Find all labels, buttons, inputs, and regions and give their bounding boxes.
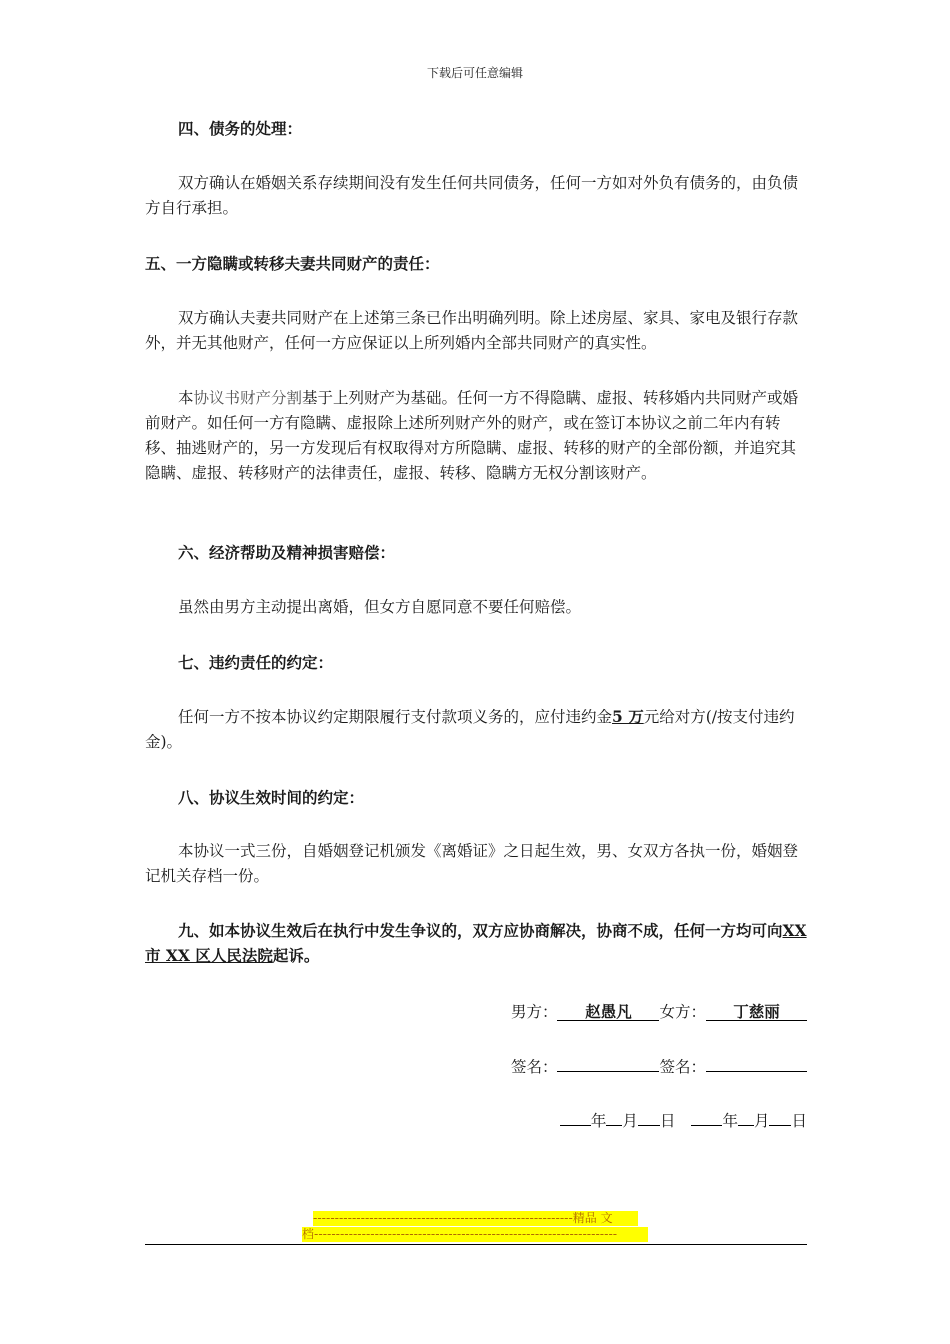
female-month-blank — [738, 1108, 754, 1126]
female-sign-blank — [706, 1054, 807, 1072]
male-label: 男方： — [510, 1003, 558, 1021]
male-sign-blank — [557, 1054, 659, 1072]
section-4-title: 四、债务的处理： — [178, 119, 303, 138]
agreement-link-text: 协议书财产分割 — [193, 389, 303, 407]
female-label: 女方： — [659, 1003, 706, 1021]
section-7-body-post: 元给对方(/按支付违约金)。 — [145, 708, 795, 751]
footer-watermark-line-2: 档---------------------------------------------------------------------- — [302, 1227, 648, 1242]
section-8-body: 本协议一式三份，自婚姻登记机颁发《离婚证》之日起生效，男、女双方各执一份，婚姻登记机关存档一份。 — [145, 842, 799, 885]
male-day-blank — [638, 1108, 660, 1126]
footer-divider — [145, 1244, 807, 1245]
page-header: 下载后可任意编辑 — [426, 66, 523, 80]
date-row — [560, 1108, 807, 1131]
section-4-body: 双方确认在婚姻关系存续期间没有发生任何共同债务，任何一方如对外负有债务的，由负债方自行承担。 — [145, 174, 799, 217]
section-7-body — [145, 704, 807, 755]
female-day-blank — [769, 1108, 791, 1126]
male-name: 赵愚凡 — [557, 1003, 659, 1021]
section-5-body-1: 双方确认夫妻共同财产在上述第三条已作出明确列明。除上述房屋、家具、家电及银行存款外，并无其他财产，任何一方应保证以上所列婚内全部共同财产的真实性。 — [145, 309, 799, 352]
section-7-title: 七、违约责任的约定： — [178, 653, 334, 672]
section-7-body-pre: 任何一方不按本协议约定期限履行支付款项义务的，应付违约金 — [178, 708, 613, 726]
section-9-post: 起诉。 — [272, 946, 320, 965]
section-5-body-2-post: 基于上列财产为基础。任何一方不得隐瞒、虚报、转移婚内共同财产或婚前财产。如任何一方有隐瞒、虚报除上述所列财产外的财产，或在签订本协议之前二年内有转移、抽逃财产的，另一方发现后有权取得对方所隐瞒、虚报、转移的财产的全部份额，并追究其隐瞒、虚报、转移财产的法律责任，虚报、转移、隐瞒方无权分割该财产。 — [145, 389, 799, 482]
section-6-title: 六、经济帮助及精神损害赔偿： — [178, 543, 396, 562]
section-5-body-2 — [145, 386, 807, 486]
male-day-label: 日 — [659, 1112, 676, 1130]
section-9-pre: 九、如本协议生效后在执行中发生争议的，双方应协商解决，协商不成，任何一方均可向 — [178, 921, 783, 940]
court-name: XX 市 XX 区人民法院 — [145, 921, 807, 965]
female-month-label: 月 — [753, 1112, 770, 1130]
female-name: 丁慈丽 — [706, 1003, 807, 1021]
female-sign-label: 签名： — [659, 1058, 706, 1076]
signature-row — [511, 1054, 807, 1077]
male-month-blank — [606, 1108, 622, 1126]
male-month-label: 月 — [622, 1112, 638, 1130]
party-names-row — [511, 1000, 807, 1022]
footer-watermark-line-1: ------------------------------------------------------------精品 文 — [313, 1211, 638, 1226]
section-9 — [145, 918, 807, 968]
female-year-label: 年 — [722, 1112, 738, 1130]
male-year-blank — [560, 1108, 591, 1126]
penalty-amount: 5 万 — [612, 707, 644, 726]
female-year-blank — [691, 1108, 722, 1126]
section-5-title: 五、一方隐瞒或转移夫妻共同财产的责任： — [145, 254, 440, 273]
section-6-body: 虽然由男方主动提出离婚，但女方自愿同意不要任何赔偿。 — [178, 598, 582, 616]
female-day-label: 日 — [791, 1112, 807, 1130]
male-year-label: 年 — [590, 1112, 607, 1130]
section-8-title: 八、协议生效时间的约定： — [178, 788, 365, 807]
male-sign-label: 签名： — [510, 1058, 558, 1076]
section-5-body-2-pre: 本 — [178, 389, 194, 407]
